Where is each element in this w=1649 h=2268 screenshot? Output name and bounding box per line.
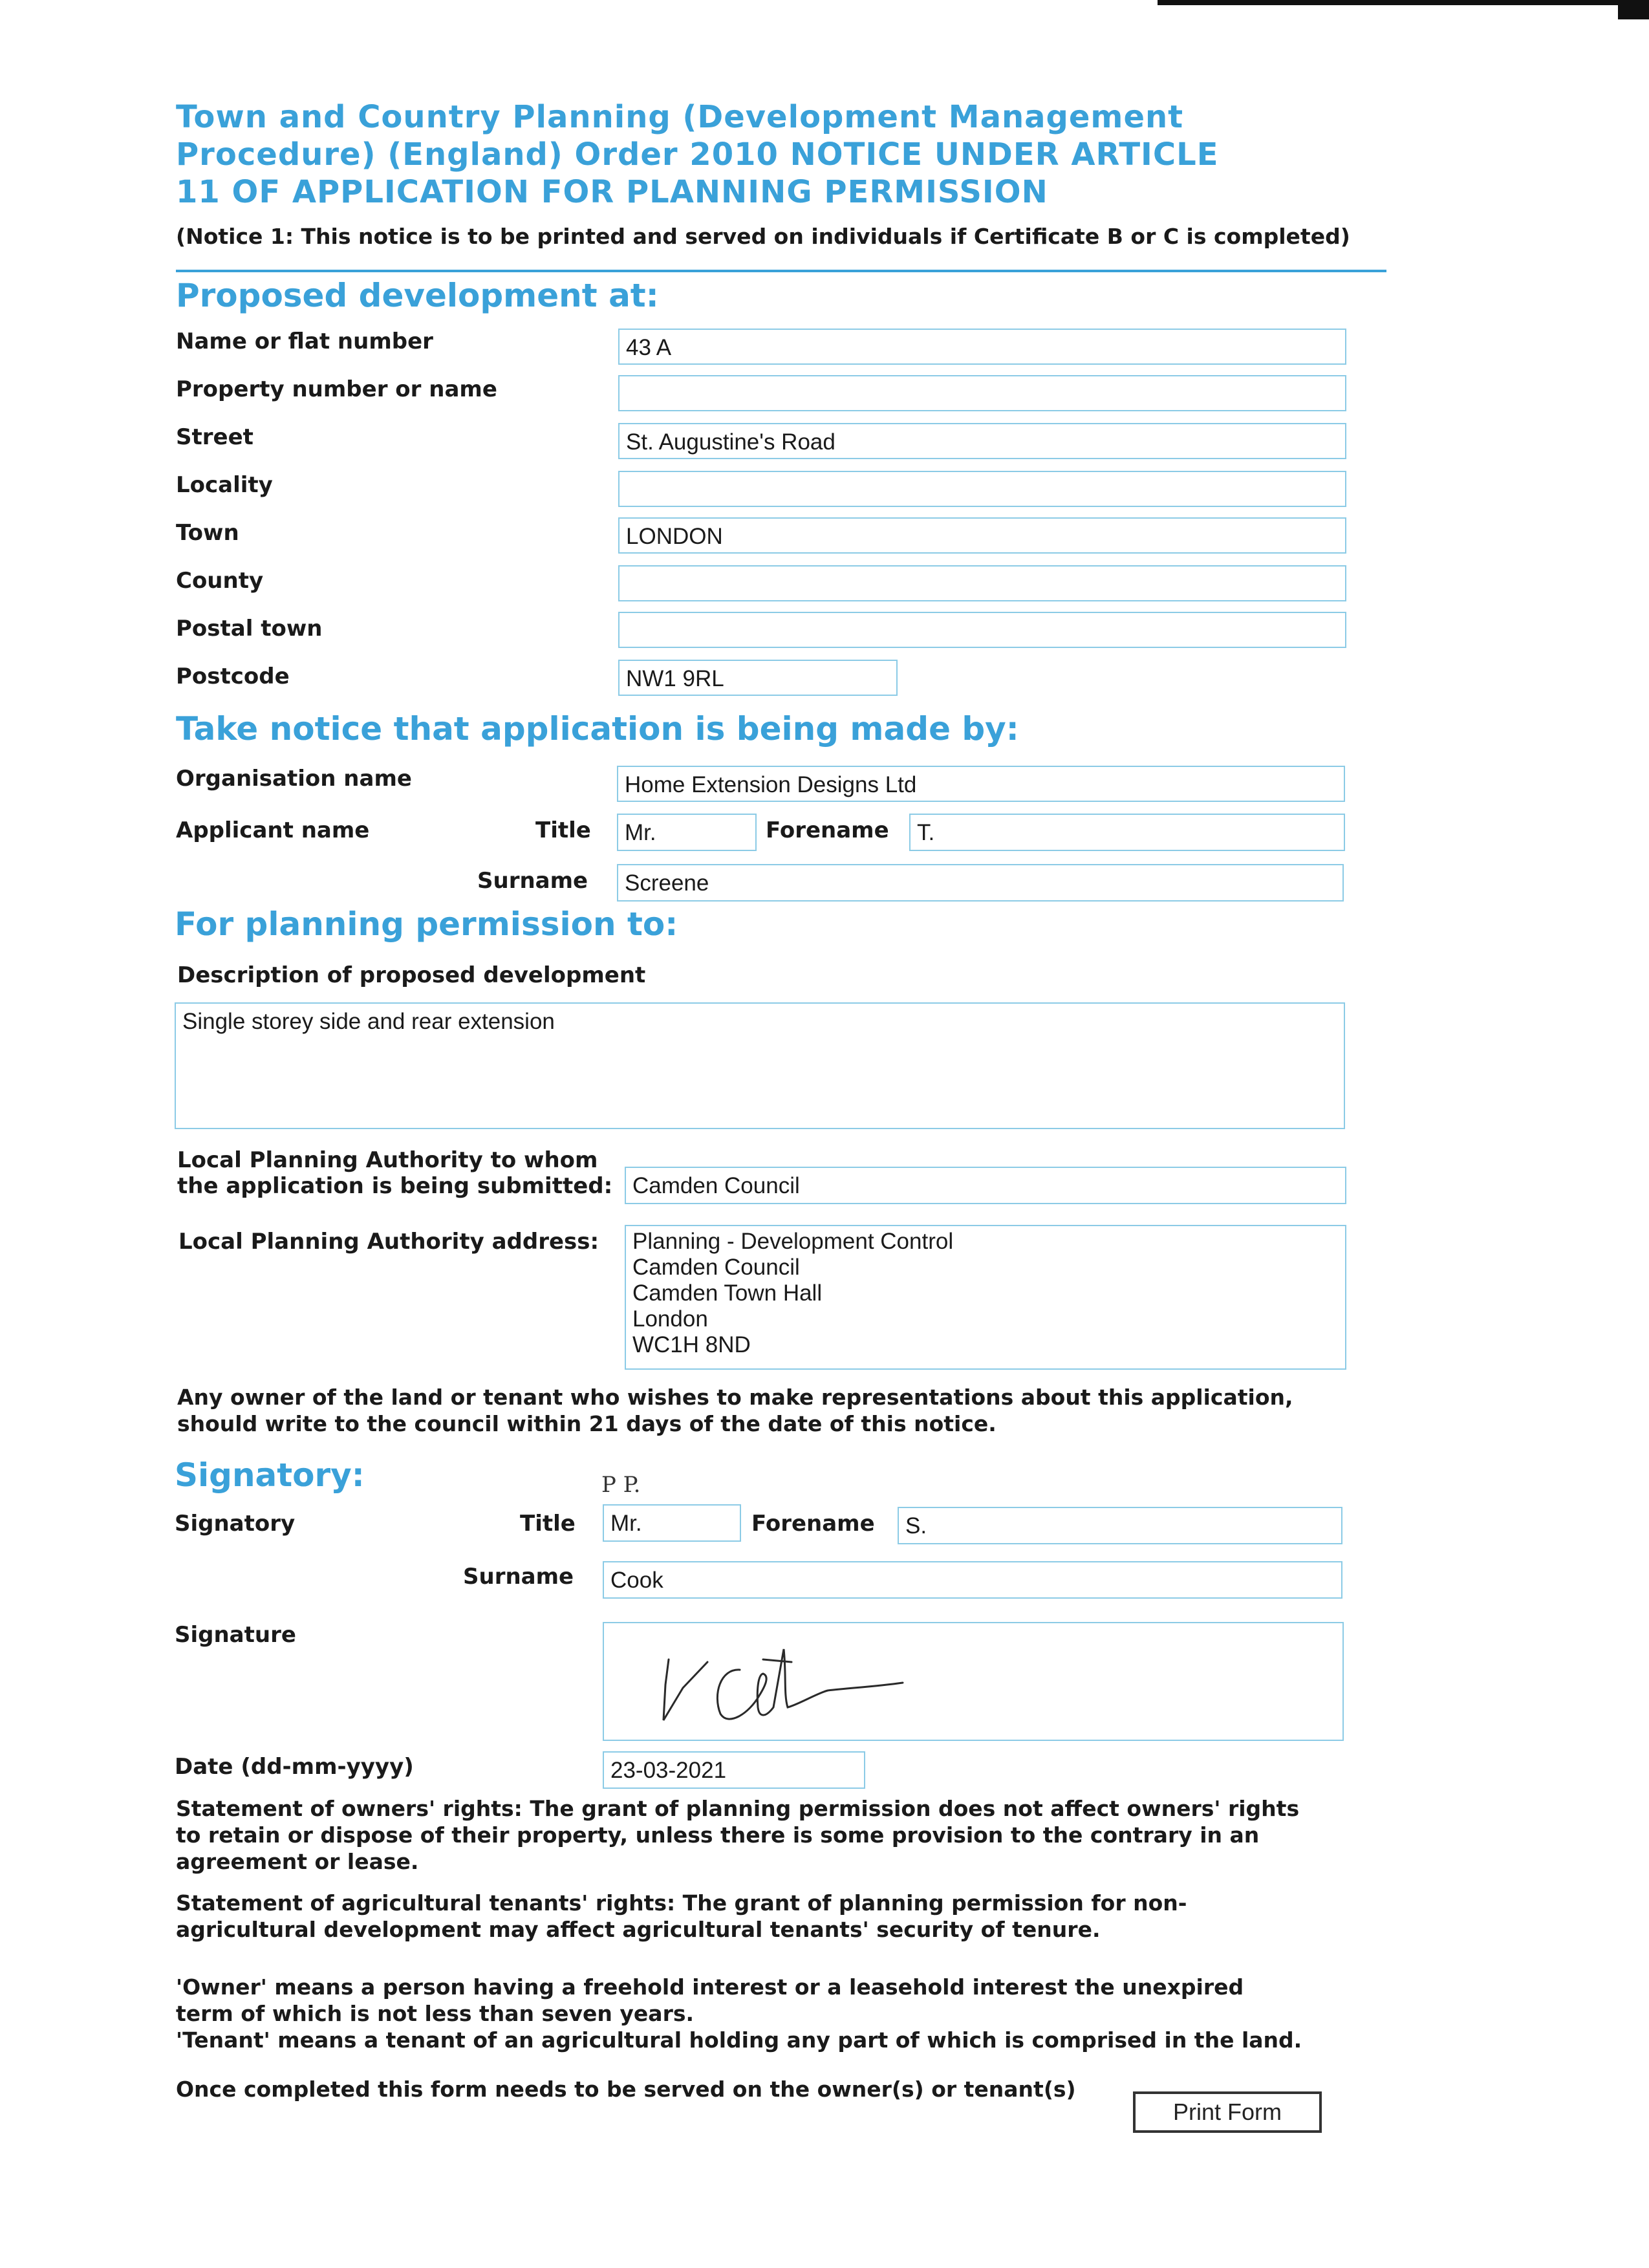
title-divider [176,270,1386,272]
street-field[interactable]: St. Augustine's Road [618,423,1346,459]
owners-rights-line: Statement of owners' rights: The grant of planning permission does not affect owners' rights [176,1796,1300,1821]
label-applicant-name: Applicant name [176,817,370,843]
label-name-or-flat-number: Name or flat number [176,329,433,354]
label-signatory: Signatory [175,1511,296,1537]
organisation-name-field[interactable]: Home Extension Designs Ltd [617,766,1345,802]
definition-line: term of which is not less than seven years. [176,2001,695,2026]
section-heading-proposed: Proposed development at: [176,277,659,314]
representations-line: should write to the council within 21 days of the date of this notice. [177,1411,997,1436]
handwritten-pp-note: P P. [601,1472,641,1498]
form-title-line: Procedure) (England) Order 2010 NOTICE UNDER ARTICLE [176,136,1219,173]
definition-line: 'Tenant' means a tenant of an agricultural holding any part of which is comprised in the land. [176,2027,1302,2053]
lpa-address-field[interactable]: Planning - Development Control Camden Council Camden Town Hall London WC1H 8ND [625,1225,1346,1370]
label-signature: Signature [175,1622,296,1648]
date-field[interactable]: 23-03-2021 [603,1751,865,1789]
signatory-forename-field[interactable]: S. [898,1507,1342,1544]
label-description: Description of proposed development [177,962,646,988]
label-signatory-forename: Forename [751,1511,875,1537]
label-postal-town: Postal town [176,616,323,642]
postcode-field[interactable]: NW1 9RL [618,660,898,696]
print-form-button[interactable]: Print Form [1133,2091,1322,2133]
label-postcode: Postcode [176,664,290,689]
handwritten-signature [604,1623,1344,1741]
applicant-surname-field[interactable]: Screene [617,864,1344,902]
form-title-line: 11 OF APPLICATION FOR PLANNING PERMISSION [176,174,1048,210]
label-signatory-surname: Surname [463,1564,574,1590]
owners-rights-line: agreement or lease. [176,1849,419,1874]
served-instruction: Once completed this form needs to be served on the owner(s) or tenant(s) [176,2077,1076,2102]
definitions [176,1974,1405,2053]
label-lpa-line: the application is being submitted: [177,1173,613,1199]
representations-line: Any owner of the land or tenant who wishes to make representations about this application, [177,1385,1293,1410]
label-lpa-address: Local Planning Authority address: [178,1229,599,1255]
applicant-forename-field[interactable]: T. [909,814,1345,851]
statement-owners-rights [176,1795,1405,1875]
section-heading-applicant: Take notice that application is being made by: [176,710,1019,748]
name-or-flat-number-field[interactable]: 43 A [618,329,1346,365]
label-applicant-title: Title [535,817,591,843]
signatory-title-field[interactable]: Mr. [603,1504,741,1542]
label-applicant-surname: Surname [477,868,588,894]
signatory-surname-field[interactable]: Cook [603,1561,1342,1599]
label-town: Town [176,520,239,546]
label-property-number-or-name: Property number or name [176,376,497,402]
form-title [176,98,1405,211]
county-field[interactable] [618,565,1346,601]
tenants-rights-line: Statement of agricultural tenants' rights: The grant of planning permission for non- [176,1890,1187,1916]
notice-instruction: (Notice 1: This notice is to be printed and served on individuals if Certificate B or C is completed) [176,224,1350,249]
signature-field[interactable] [603,1622,1344,1741]
label-applicant-forename: Forename [766,817,889,843]
label-date: Date (dd-mm-yyyy) [175,1754,414,1780]
definition-line: 'Owner' means a person having a freehold interest or a leasehold interest the unexpired [176,1974,1244,2000]
section-heading-permission: For planning permission to: [175,905,678,943]
label-organisation-name: Organisation name [176,766,412,792]
tenants-rights-line: agricultural development may affect agricultural tenants' security of tenure. [176,1917,1101,1942]
postal-town-field[interactable] [618,612,1346,648]
label-street: Street [176,424,253,450]
locality-field[interactable] [618,471,1346,507]
label-lpa-to-whom [177,1147,612,1199]
statement-tenants-rights [176,1890,1405,1943]
scan-corner-mark [1618,0,1649,19]
town-field[interactable]: LONDON [618,517,1346,554]
label-county: County [176,568,264,594]
property-number-or-name-field[interactable] [618,375,1346,411]
label-locality: Locality [176,472,273,498]
description-field[interactable]: Single storey side and rear extension [175,1002,1345,1129]
scan-edge-mark [1158,0,1649,5]
lpa-name-field[interactable]: Camden Council [625,1167,1346,1204]
form-title-line: Town and Country Planning (Development Management [176,99,1184,135]
section-heading-signatory: Signatory: [175,1456,365,1494]
label-lpa-line: Local Planning Authority to whom [177,1147,598,1173]
applicant-title-field[interactable]: Mr. [617,814,757,851]
label-signatory-title: Title [520,1511,576,1537]
owners-rights-line: to retain or dispose of their property, unless there is some provision to the contrary in an [176,1822,1260,1848]
representations-notice [177,1384,1406,1437]
